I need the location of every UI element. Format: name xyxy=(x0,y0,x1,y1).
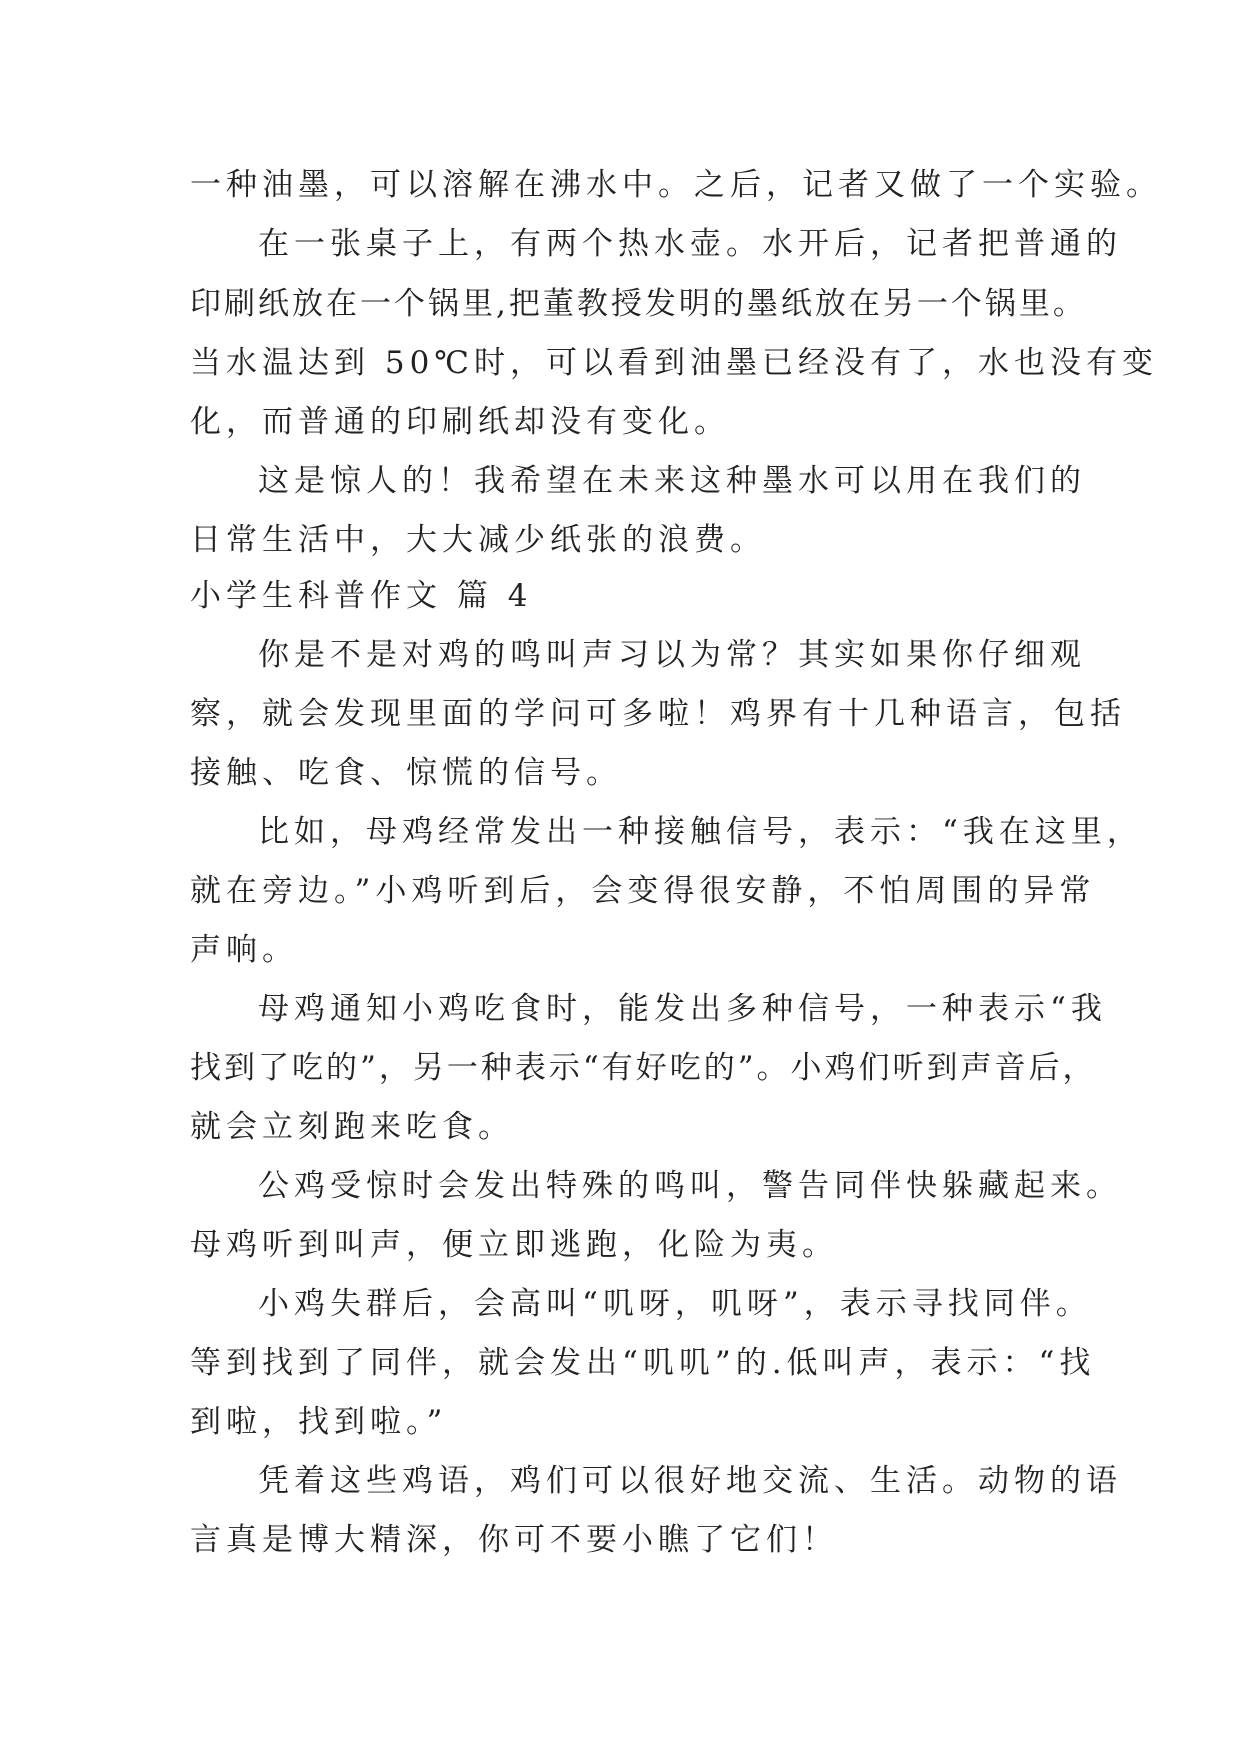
paragraph-first-line: 这是惊人的！我希望在未来这种墨水可以用在我们的 xyxy=(258,463,1086,499)
paragraph-first-line: 公鸡受惊时会发出特殊的鸣叫，警告同伴快躲藏起来。 xyxy=(258,1168,1122,1204)
text-line: 接触、吃食、惊慌的信号。 xyxy=(190,755,622,791)
text-line: 一种油墨，可以溶解在沸水中。之后，记者又做了一个实验。 xyxy=(190,167,1162,203)
text-line: 当水温达到 50℃时，可以看到油墨已经没有了，水也没有变 xyxy=(190,345,1158,381)
text-line: 就在旁边。”小鸡听到后，会变得很安静，不怕周围的异常 xyxy=(190,873,1096,909)
text-line: 母鸡听到叫声，便立即逃跑，化险为夷。 xyxy=(190,1227,838,1263)
paragraph-first-line: 凭着这些鸡语，鸡们可以很好地交流、生活。动物的语 xyxy=(258,1463,1122,1499)
text-line: 声响。 xyxy=(190,932,298,968)
paragraph-first-line: 在一张桌子上，有两个热水壶。水开后，记者把普通的 xyxy=(258,226,1122,262)
paragraph-first-line: 小鸡失群后，会高叫“叽呀，叽呀”，表示寻找同伴。 xyxy=(258,1286,1092,1322)
paragraph-first-line: 比如，母鸡经常发出一种接触信号，表示：“我在这里， xyxy=(258,814,1143,850)
text-line: 日常生活中，大大减少纸张的浪费。 xyxy=(190,522,766,558)
text-line: 等到找到了同伴，就会发出“叽叽”的.低叫声，表示：“找 xyxy=(190,1345,1096,1381)
paragraph-first-line: 你是不是对鸡的鸣叫声习以为常？其实如果你仔细观 xyxy=(258,637,1086,673)
paragraph-first-line: 母鸡通知小鸡吃食时，能发出多种信号，一种表示“我 xyxy=(258,991,1107,1027)
text-line: 言真是博大精深，你可不要小瞧了它们！ xyxy=(190,1522,838,1558)
text-line: 化，而普通的印刷纸却没有变化。 xyxy=(190,404,730,440)
text-line: 就会立刻跑来吃食。 xyxy=(190,1109,514,1145)
text-line: 察，就会发现里面的学问可多啦！鸡界有十几种语言，包括 xyxy=(190,696,1126,732)
text-line: 印刷纸放在一个锅里,把董教授发明的墨纸放在另一个锅里。 xyxy=(190,286,1087,322)
text-line: 找到了吃的”，另一种表示“有好吃的”。小鸡们听到声音后， xyxy=(190,1050,1097,1086)
section-heading: 小学生科普作文 篇 4 xyxy=(190,578,533,614)
text-line: 到啦，找到啦。” xyxy=(190,1404,448,1440)
